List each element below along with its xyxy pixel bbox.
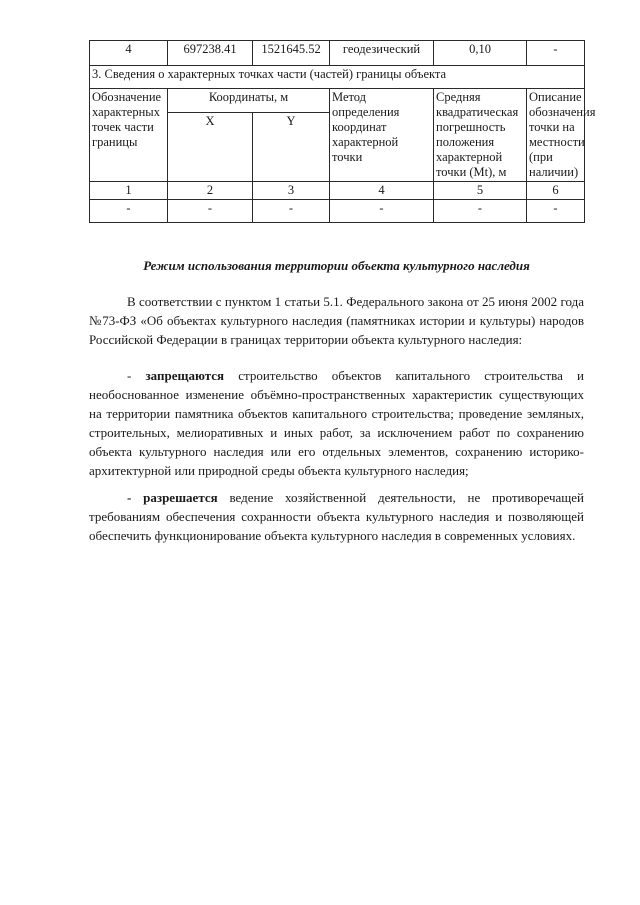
- table-header-row: [90, 89, 585, 113]
- table-cell: 2: [168, 182, 253, 200]
- table-cell: -: [434, 200, 527, 223]
- header-y: Y: [253, 113, 330, 182]
- table-cell: 4: [330, 182, 434, 200]
- table-cell: 6: [527, 182, 585, 200]
- table-cell: 1521645.52: [253, 41, 330, 66]
- table-cell: 4: [90, 41, 168, 66]
- table-cell: -: [527, 200, 585, 223]
- coordinates-table: [89, 40, 596, 223]
- section-title: 3. Сведения о характерных точках части (частей) границы объекта: [90, 66, 585, 89]
- paragraph-prohibited-text: строительство объектов капитального строительства и необоснованное изменение объёмно-пространственных характеристик существующих на территории памятника объектов капитального строительства; проведение земляных, строительных, мелиоративных и иных работ, за исключением работ по сохранению объекта культурного наследия или его отдельных элементов, сохранению историко-архитектурной или природной среды объекта культурного наследия;: [89, 368, 584, 478]
- header-point-designation: Обозначение характерных точек части границы: [90, 89, 168, 182]
- table-cell: -: [168, 200, 253, 223]
- table-cell: 0,10: [434, 41, 527, 66]
- table-cell: 5: [434, 182, 527, 200]
- paragraph-prohibited: [89, 366, 584, 480]
- header-method: Метод определения координат характерной точки: [330, 89, 434, 182]
- paragraph-permitted: [89, 488, 584, 545]
- header-x: X: [168, 113, 253, 182]
- table-cell: -: [253, 200, 330, 223]
- paragraph-intro: В соответствии с пунктом 1 статьи 5.1. Федерального закона от 25 июня 2002 года №73-ФЗ «Об объектах культурного наследия (памятниках истории и культуры) народов Российской Федерации в границах территории объекта культурного наследия:: [89, 294, 584, 347]
- table-row: [90, 200, 585, 223]
- header-description: Описание обозначения точки на местности (при наличии): [527, 89, 585, 182]
- header-coordinates: Координаты, м: [168, 89, 330, 113]
- paragraph-permitted-text: ведение хозяйственной деятельности, не противоречащей требованиям обеспечения сохранности объекта культурного наследия и позволяющей обеспечить функционирование объекта культурного наследия в современных условиях.: [89, 490, 584, 543]
- header-error: Средняя квадратическая погрешность положения характерной точки (Mt), м: [434, 89, 527, 182]
- section-heading: Режим использования территории объекта культурного наследия: [143, 258, 530, 273]
- table-cell: 1: [90, 182, 168, 200]
- table-cell: -: [527, 41, 585, 66]
- table-row: [90, 182, 585, 200]
- table-cell: 697238.41: [168, 41, 253, 66]
- table-cell: 3: [253, 182, 330, 200]
- table-section-row: [90, 66, 585, 89]
- dash-lead: -: [127, 368, 146, 383]
- table-cell: геодезический: [330, 41, 434, 66]
- keyword-prohibited: запрещаются: [145, 368, 225, 383]
- table-cell: -: [90, 200, 168, 223]
- table-row: [90, 41, 585, 66]
- keyword-permitted: - разрешается: [127, 490, 218, 505]
- table-cell: -: [330, 200, 434, 223]
